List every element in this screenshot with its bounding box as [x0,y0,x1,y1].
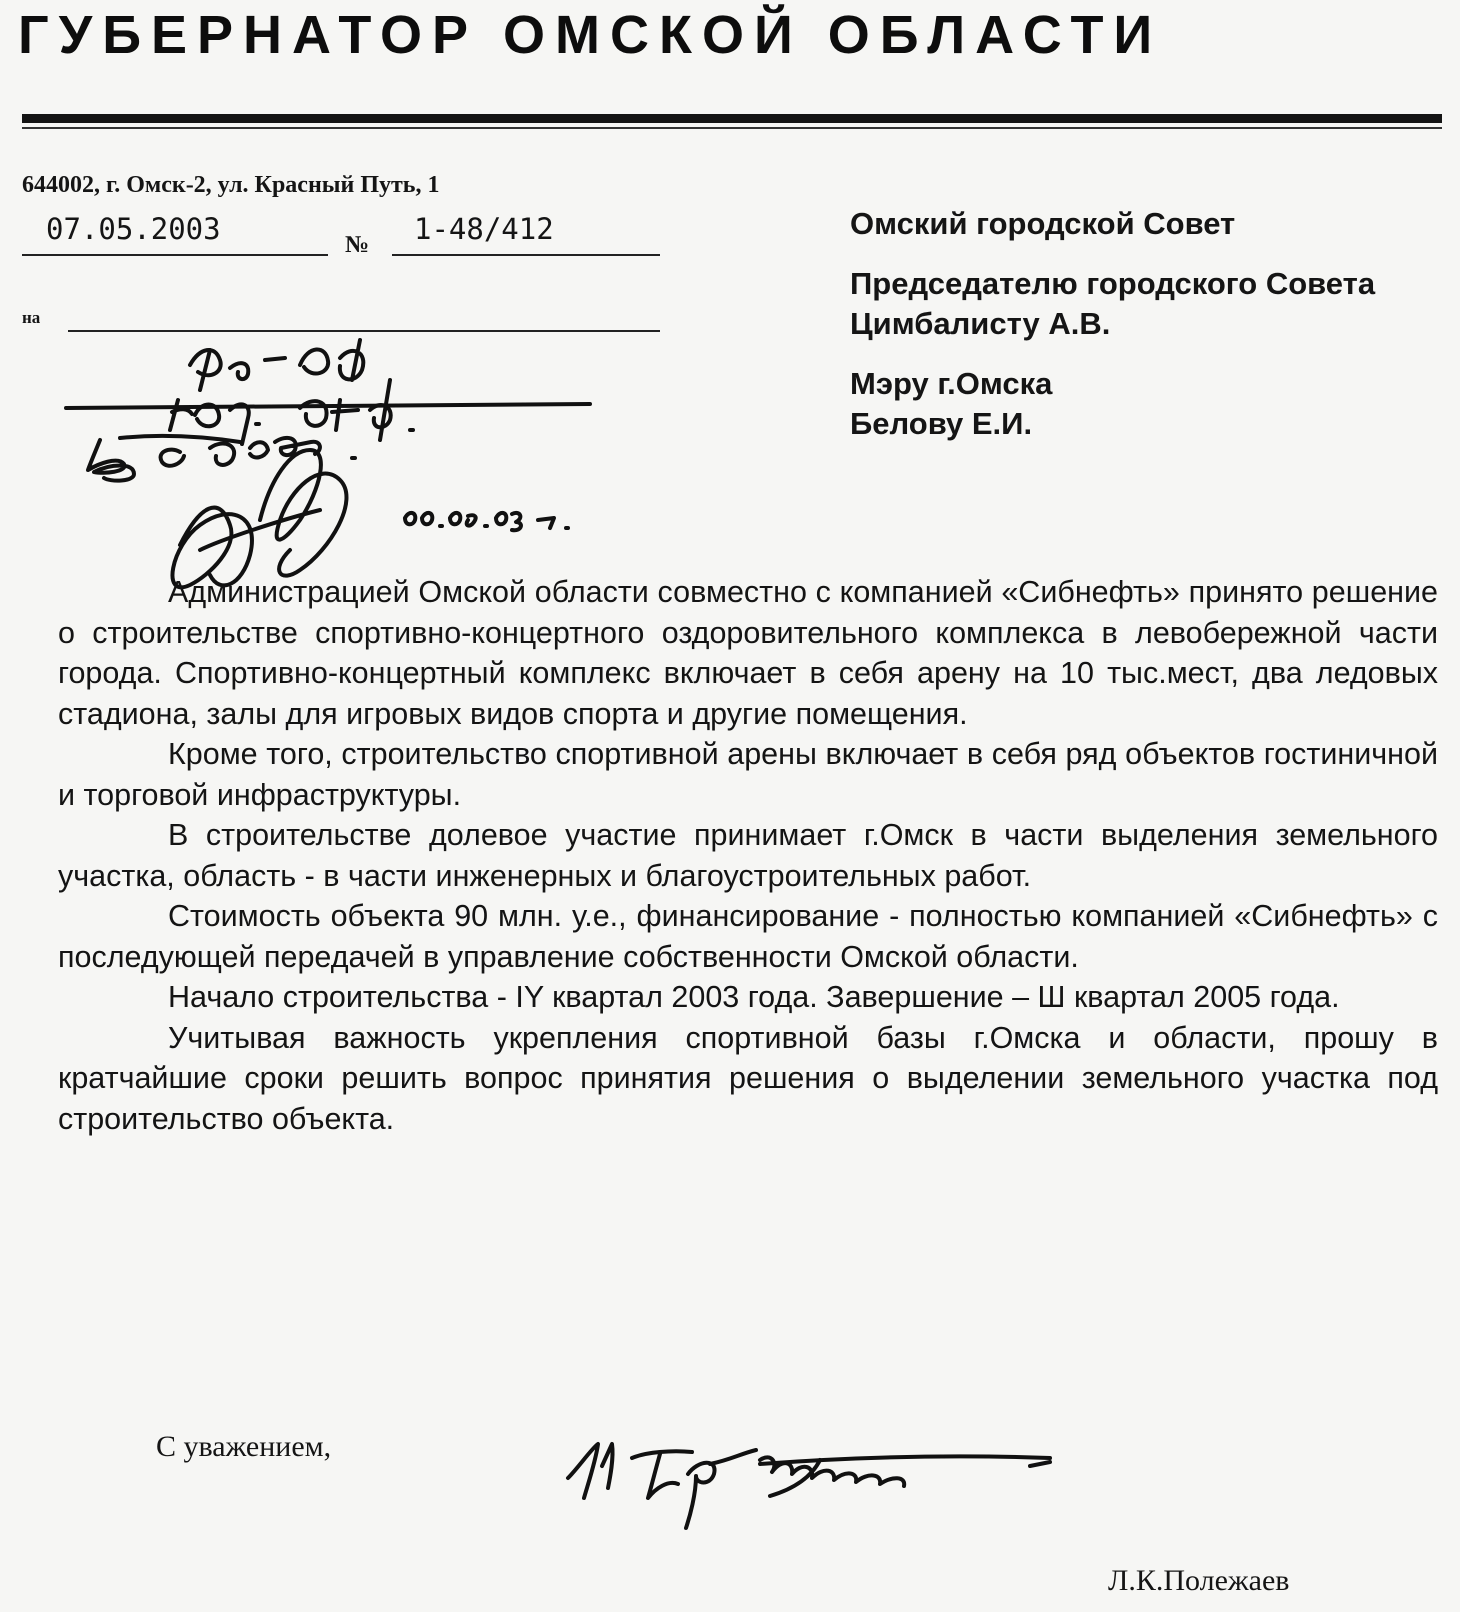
letterhead-title: ГУБЕРНАТОР ОМСКОЙ ОБЛАСТИ [18,5,1163,65]
letterhead-rule-thin [22,127,1442,129]
recipient-line: Председателю городского Совета [850,266,1376,301]
document-number: 1-48/412 [414,212,554,246]
recipients-block [850,204,1440,464]
body-paragraph: Начало строительства - IY квартал 2003 года. Завершение – Ш квартал 2005 года. [168,980,1340,1014]
document-date: 07.05.2003 [46,212,221,246]
signer-name: Л.К.Полежаев [1108,1564,1290,1597]
sender-address: 644002, г. Омск-2, ул. Красный Путь, 1 [22,172,440,198]
letterhead-rule-thick [22,114,1442,123]
closing-phrase: С уважением, [156,1430,332,1463]
number-underline [392,254,660,256]
number-sign: № [345,232,370,258]
body-paragraph: В строительстве долевое участие принимает г.Омск в части выделения земельного участка, область - в части инженерных и благоустроительных работ. [58,818,1438,893]
letter-body [58,572,1438,1139]
body-paragraph: Кроме того, строительство спортивной арены включает в себя ряд объектов гостиничной и торговой инфраструктуры. [58,737,1438,812]
recipient-city-council [850,204,1440,244]
recipient-line: Омский городской Совет [850,206,1236,241]
recipient-council-chairman [850,264,1440,344]
recipient-line: Мэру г.Омска [850,366,1053,401]
body-paragraph: Стоимость объекта 90 млн. у.е., финансирование - полностью компанией «Сибнефть» с последующей передачей в управление собственности Омской области. [58,899,1438,974]
body-paragraph: Учитывая важность укрепления спортивной базы г.Омска и области, прошу в кратчайшие сроки решить вопрос принятия решения о выделении земельного участка под строительство объекта. [58,1020,1438,1136]
recipient-line: Белову Е.И. [850,406,1033,441]
recipient-line: Цимбалисту А.В. [850,306,1111,341]
date-underline [22,254,328,256]
signature [560,1420,1120,1540]
body-paragraph: Администрацией Омской области совместно с компанией «Сибнефть» принято решение о строительстве спортивно-концертного оздоровительного комплекса в левобережной части города. Спортивно-концертный комплекс включает в себя арену на 10 тыс.мест, два ледовых стадиона, залы для игровых видов спорта и другие помещения. [58,575,1438,731]
recipient-mayor [850,364,1440,444]
reference-label: на [22,308,41,327]
